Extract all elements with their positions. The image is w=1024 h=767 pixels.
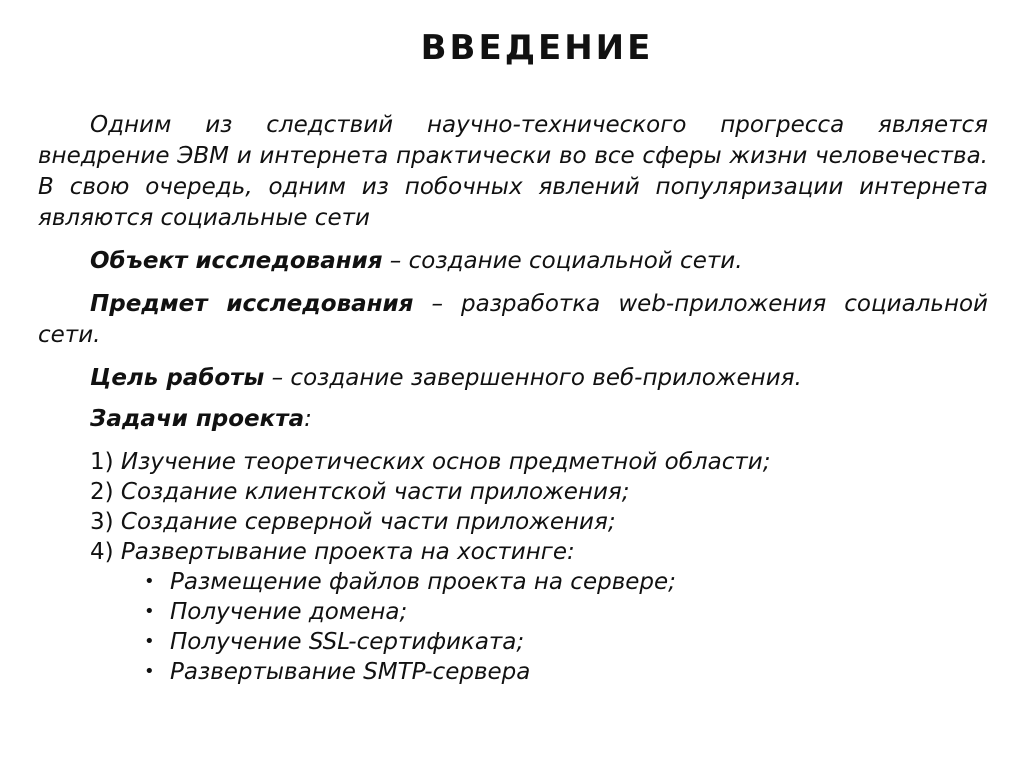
subtask-item <box>144 567 988 597</box>
subject-label: Предмет исследования <box>90 291 414 317</box>
subtask-text: Развертывание SMTP-сервера <box>170 659 531 685</box>
slide-title: ВВЕДЕНИЕ <box>420 28 654 68</box>
bullet-icon: • <box>144 631 155 652</box>
tasks-list <box>38 447 988 687</box>
subtask-item <box>144 657 988 687</box>
task-item <box>90 537 988 567</box>
task-number: 1) <box>90 449 114 475</box>
goal-text: – создание завершенного веб-приложения. <box>264 365 802 391</box>
slide-content <box>38 110 988 687</box>
tasks-label: Задачи проекта <box>90 406 305 432</box>
subtask-text: Размещение файлов проекта на сервере; <box>170 569 676 595</box>
goal-label: Цель работы <box>90 365 265 391</box>
task-item <box>90 447 988 477</box>
tasks-heading <box>38 404 988 435</box>
object-text: – создание социальной сети. <box>382 248 743 274</box>
goal-paragraph <box>38 363 988 394</box>
task-text: Изучение теоретических основ предметной области; <box>113 449 771 475</box>
bullet-icon: • <box>144 601 155 622</box>
task-number: 4) <box>90 539 114 565</box>
subject-text: – разработка web-приложения социальной сети. <box>38 291 988 348</box>
subtask-text: Получение домена; <box>170 599 408 625</box>
subtask-item <box>144 627 988 657</box>
subject-paragraph <box>38 289 988 351</box>
task-item <box>90 507 988 537</box>
task-number: 3) <box>90 509 114 535</box>
task-item <box>90 477 988 507</box>
subtask-text: Получение SSL-сертификата; <box>170 629 525 655</box>
tasks-colon: : <box>304 406 312 432</box>
task-text: Создание серверной части приложения; <box>113 509 616 535</box>
task-text: Создание клиентской части приложения; <box>113 479 630 505</box>
task-number: 2) <box>90 479 114 505</box>
object-paragraph <box>38 246 988 277</box>
object-label: Объект исследования <box>90 248 383 274</box>
task-text: Развертывание проекта на хостинге: <box>113 539 575 565</box>
subtask-list <box>90 567 988 687</box>
intro-paragraph: Одним из следствий научно-технического прогресса является внедрение ЭВМ и интернета практически во все сферы жизни человечества. В свою очередь, одним из побочных явлений популяризации интернета являются социальные сети <box>38 112 988 231</box>
subtask-item <box>144 597 988 627</box>
bullet-icon: • <box>144 661 155 682</box>
bullet-icon: • <box>144 571 155 592</box>
